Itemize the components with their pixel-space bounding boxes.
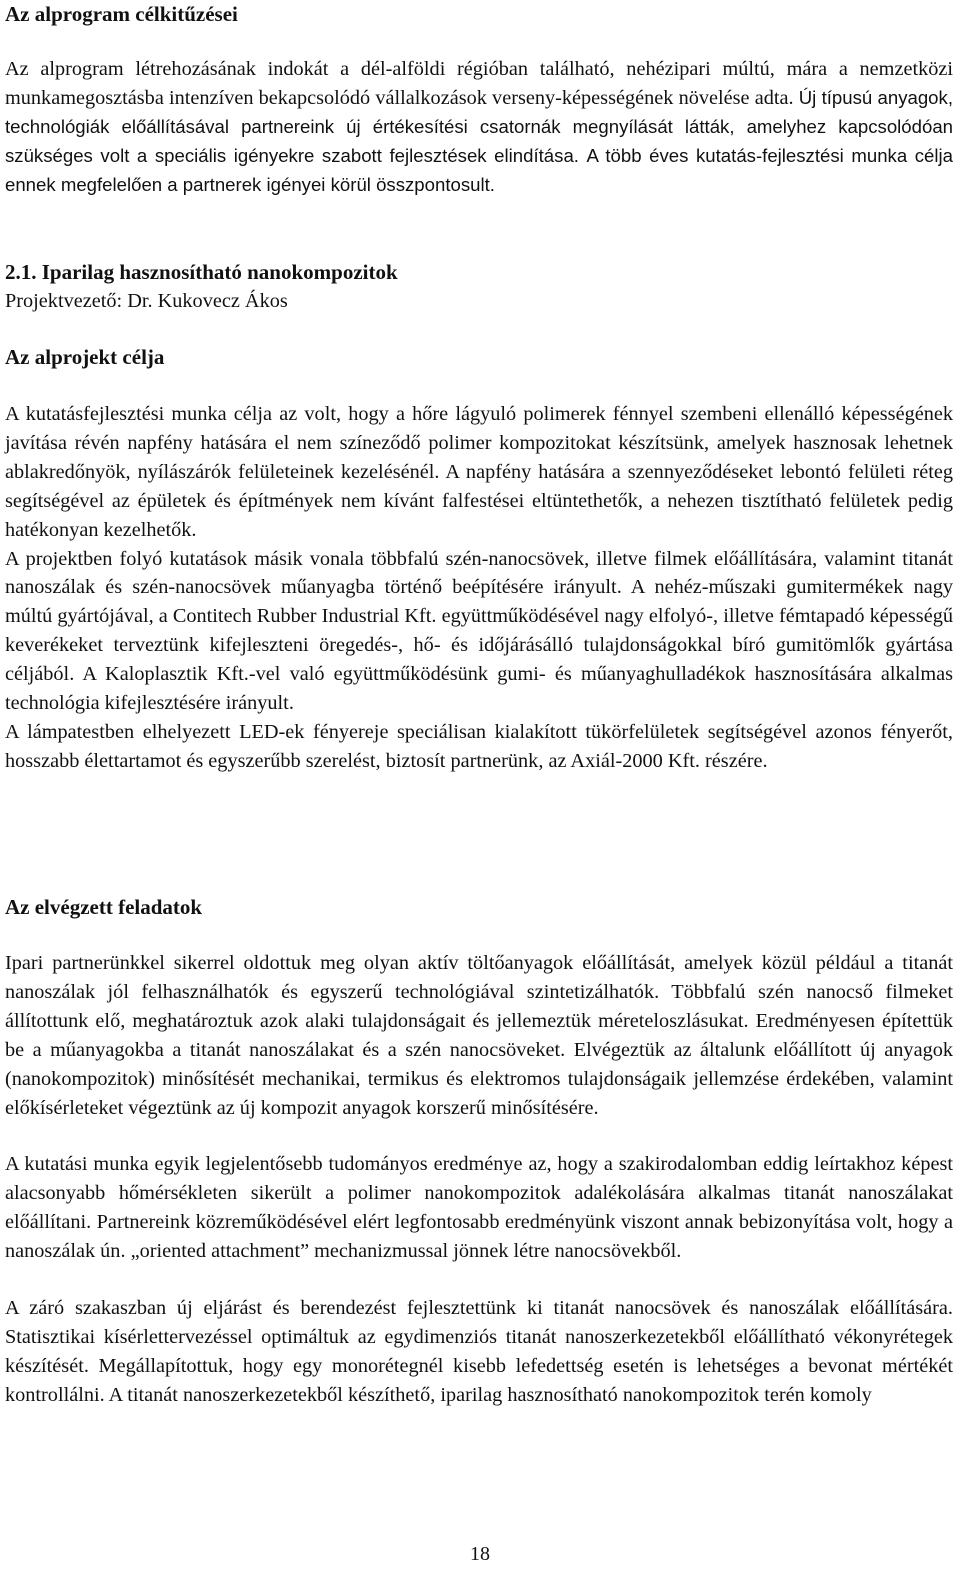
intro-part-3: A több éves kutatás-fejlesztési munka célja ennek megfelelően a partnerek igényei körül összpontosult. — [5, 144, 953, 195]
goal-section — [5, 400, 953, 776]
subsection-header — [5, 258, 953, 316]
goal-paragraph-2: A projektben folyó kutatások másik vonala többfalú szén-nanocsövek, illetve filmek előállítására, valamint titanát nanoszálak és szén-nanocsövek műanyagba történő beépítésére irányult. A nehéz-műszaki gumitermékek nagy múltú gyártójával, a Contitech Rubber Industrial Kft. együttműködésével nagy elfolyó-, illetve fémtapadó képességű keverékeket terveztünk kifejleszteni öregedés-, hő- és időjárásálló tulajdonságokkal bíró gumitömlők gyártása céljából. A Kaloplasztik Kft.-vel való együttműködésünk gumi- és műanyaghulladékok hasznosítására alkalmas technológia kifejlesztésére irányult. — [5, 547, 953, 715]
tasks-paragraph-1: Ipari partnerünkkel sikerrel oldottuk meg olyan aktív töltőanyagok előállítását, amelyek közül például a titanát nanoszálak jól felhasználhatók és egyszerű technológiával szintetizálhatók. Többfalú szén nanocső filmeket állítottunk elő, meghatároztuk azok alaki tulajdonságait és jellemeztük méreteloszlásukat. Eredményesen építettük be a műanyagokba a titanát nanoszálakat és a szén nanocsöveket. Elvégeztük az általunk előállított új anyagok (nanokompozitok) minősítését mechanikai, termikus és elektromos tulajdonságaik jellemzése érdekében, valamint előkísérleteket végeztünk az új kompozit anyagok korszerű minősítésére. — [5, 952, 953, 1119]
intro-paragraph — [5, 55, 953, 200]
goal-paragraph-1: A kutatásfejlesztési munka célja az volt, hogy a hőre lágyuló polimerek fénnyel szembeni ellenálló képességének javítása révén napfény hatására el nem színeződő polimer kompozitokat készítsünk, amelyek hasznosak lehetnek ablakredőnyök, nyílászárók felületeinek kezelésénél. A napfény hatására a szennyeződéseket lebontó felületi réteg segítségével az épületek és építmények nem kívánt falfestései eltüntethetők, a nehezen tisztítható felületek pedig hatékonyan kezelhetők. — [5, 403, 953, 541]
tasks-heading: Az elvégzett feladatok — [5, 895, 203, 919]
subsection-title: 2.1. Iparilag hasznosítható nanokompozitok — [5, 260, 398, 284]
goal-paragraph-3: A lámpatestben elhelyezett LED-ek fényereje speciálisan kialakított tükörfelületek segítségével azonos fényerőt, hosszabb élettartamot és egyszerűbb szerelést, biztosít partnerünk, az Axiál-2000 Kft. részére. — [5, 720, 953, 772]
section-title: Az alprogram célkitűzései — [5, 2, 238, 26]
tasks-section — [5, 949, 953, 1410]
tasks-paragraph-2: A kutatási munka egyik legjelentősebb tudományos eredménye az, hogy a szakirodalomban eddig leírtakhoz képest alacsonyabb hőmérsékleten sikerült a polimer nanokompozitok adalékolására alkalmas titanát nanoszálakat előállítani. Partnereink közreműködésével elért legfontosabb eredményünk viszont annak bebizonyítása volt, hogy a nanoszálak ún. „oriented attachment” mechanizmussal jönnek létre nanocsövekből. — [5, 1153, 953, 1263]
project-leader: Projektvezető: Dr. Kukovecz Ákos — [5, 290, 288, 312]
goal-heading: Az alprojekt célja — [5, 345, 165, 369]
intro-part-1: Az alprogram létrehozásának indokát a dél-alföldi régióban található, nehézipari múltú, mára a nemzetközi munkamegosztásba intenzíven bekapcsolódó vállalkozások verseny-képességének növelése adta. — [5, 58, 953, 109]
tasks-paragraph-3: A záró szakaszban új eljárást és berendezést fejlesztettünk ki titanát nanocsövek és nanoszálak előállítására. Statisztikai kísérlettervezéssel optimáltuk az egydimenziós titanát nanoszerkezetekből előállítható vékonyrétegek készítését. Megállapítottuk, hogy egy monorétegnél kisebb lefedettség esetén is lehetséges a bevonat mértékét kontrollálni. A titanát nanoszerkezetekből készíthető, iparilag hasznosítható nanokompozitok terén komoly — [5, 1297, 953, 1406]
page-number: 18 — [470, 1543, 490, 1565]
intro-part-2: Új típusú anyagok, technológiák előállításával partnereink új értékesítési csatornák megnyílását látták, amelyhez kapcsolódóan szükséges volt a speciális igényekre szabott fejlesztések elindítása. — [5, 86, 953, 166]
